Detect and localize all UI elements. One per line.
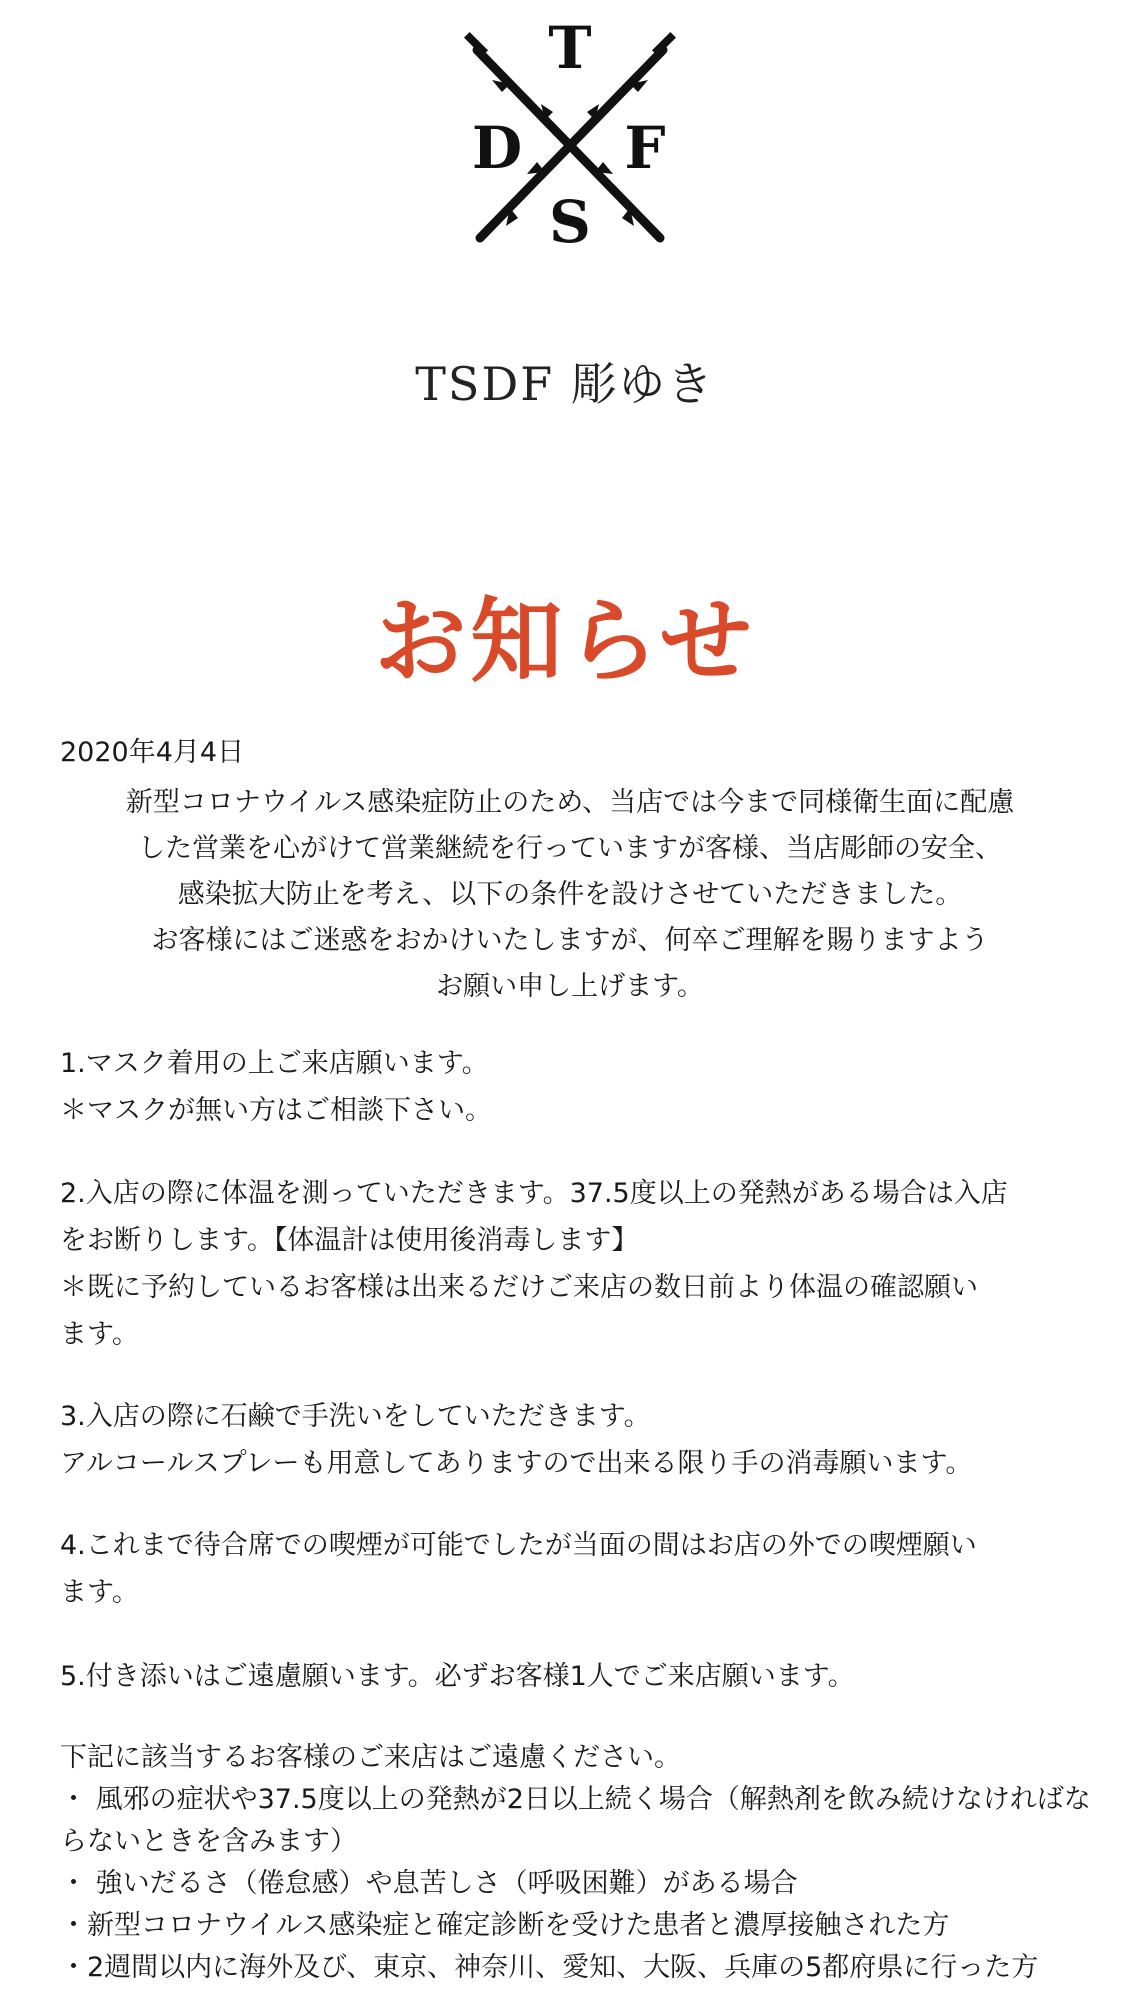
rule-line: 4.これまで待合席での喫煙が可能でしたが当面の間はお店の外での喫煙願い bbox=[60, 1530, 977, 1561]
caution-line: ・ 風邪の症状や37.5度以上の発熱が2日以上続く場合（解熱剤を飲み続けなければな bbox=[60, 1784, 1091, 1815]
rule-line: ます。 bbox=[60, 1577, 139, 1608]
rule-line: をお断りします。【体温計は使用後消毒します】 bbox=[60, 1225, 639, 1256]
rule-line: アルコールスプレーも用意してありますので出来る限り手の消毒願います。 bbox=[60, 1448, 973, 1479]
logo-letter-s: S bbox=[549, 188, 591, 255]
intro-line: お願い申し上げます。 bbox=[436, 971, 704, 1002]
intro-line: した営業を心がけて営業継続を行っていますが客様、当店彫師の安全、 bbox=[138, 833, 1002, 864]
caution-heading: 下記に該当するお客様のご来店はご遠慮ください。 bbox=[60, 1742, 681, 1773]
rule-line: 3.入店の際に石鹸で手洗いをしていただきます。 bbox=[60, 1401, 651, 1432]
caution-line: ・ 強いだるさ（倦怠感）や息苦しさ（呼吸困難）がある場合 bbox=[60, 1868, 798, 1899]
caution-line: ・2週間以内に海外及び、東京、神奈川、愛知、大阪、兵庫の5都府県に行った方 bbox=[60, 1952, 1039, 1983]
notice-date: 2020年4月4日 bbox=[60, 737, 245, 768]
rule-item-1 bbox=[60, 1040, 1100, 1134]
intro-paragraph bbox=[40, 780, 1100, 1010]
caution-list bbox=[60, 1737, 1100, 1989]
shop-name: TSDF 彫ゆき bbox=[415, 357, 715, 411]
tsdf-logo bbox=[455, 10, 685, 255]
logo-letter-f: F bbox=[624, 114, 666, 182]
rule-line: 1.マスク着用の上ご来店願います。 bbox=[60, 1048, 489, 1079]
caution-line: らないときを含みます） bbox=[60, 1826, 357, 1857]
rule-line: ＊既に予約しているお客様は出来るだけご来店の数日前より体温の確認願い bbox=[60, 1272, 978, 1303]
rule-item-4 bbox=[60, 1522, 1100, 1616]
notice-title: お知らせ bbox=[374, 587, 756, 695]
rule-line: 5.付き添いはご遠慮願います。必ずお客様1人でご来店願います。 bbox=[60, 1661, 855, 1692]
rule-line: ます。 bbox=[60, 1319, 139, 1350]
intro-line: 感染拡大防止を考え、以下の条件を設けさせていただきました。 bbox=[177, 879, 963, 910]
logo-letter-t: T bbox=[548, 14, 592, 82]
caution-line: ・新型コロナウイルス感染症と確定診断を受けた患者と濃厚接触された方 bbox=[60, 1910, 950, 1941]
rule-item-2 bbox=[60, 1170, 1100, 1358]
logo-letter-d: D bbox=[471, 114, 523, 182]
rule-item-3 bbox=[60, 1393, 1100, 1487]
intro-line: お客様にはご迷惑をおかけいたしますが、何卒ご理解を賜りますよう bbox=[151, 925, 989, 956]
rule-line: 2.入店の際に体温を測っていただきます。37.5度以上の発熱がある場合は入店 bbox=[60, 1178, 1008, 1209]
rule-item-5 bbox=[60, 1653, 1100, 1700]
intro-line: 新型コロナウイルス感染症防止のため、当店では今まで同様衛生面に配慮 bbox=[125, 787, 1015, 818]
rule-line: ＊マスクが無い方はご相談下さい。 bbox=[60, 1095, 492, 1126]
